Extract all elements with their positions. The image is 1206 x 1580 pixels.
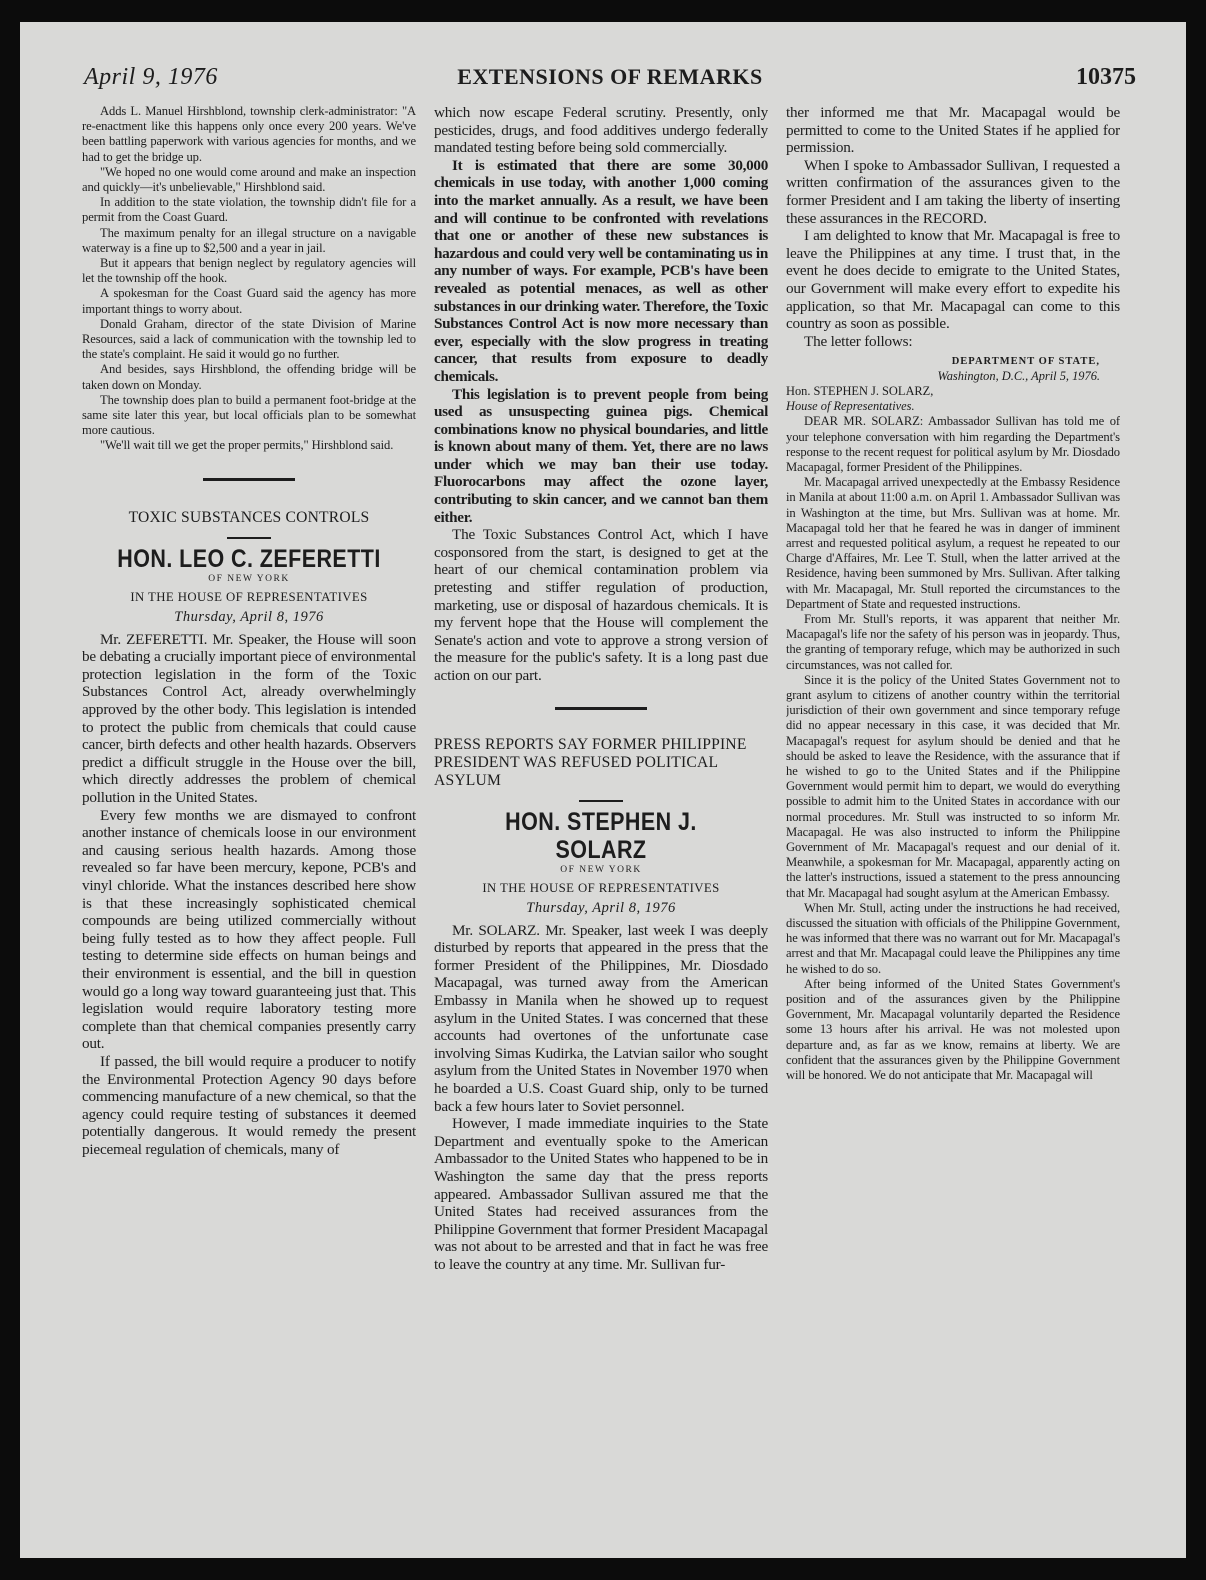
paragraph: However, I made immediate inquiries to the State Department and eventually spoke to the American Ambassador to the United States who happened to be in Washington the same day that the press reports appeared. Ambassador Sullivan assured me that the United States had received assurances from the Philippine Government that former President Macapagal was not about to be arrested and that in fact he was free to leave the country at any time. Mr. Sullivan fur- (434, 1115, 768, 1273)
speaker-state: OF NEW YORK (208, 573, 290, 584)
paragraph: From Mr. Stull's reports, it was apparent that neither Mr. Macapagal's life nor the safety of his person was in jeopardy. Thus, the granting of temporary refuge, which may be authorized in such circumstances, was not called for. (786, 611, 1120, 672)
paragraph: The maximum penalty for an illegal structure on a navigable waterway is a fine up to $2,500 and a year in jail. (82, 225, 416, 255)
paragraph: The Toxic Substances Control Act, which I have cosponsored from the start, is designed to get at the heart of our chemical contamination problem via pretesting and stiffer regulation of production, marketing, use or disposal of hazardous chemicals. It is my fervent hope that the House will complement the Senate's action and vote to approve a strong version of the measure for the public's safety. It is a long past due action on our part. (434, 526, 768, 684)
solarz-remarks-continued (786, 104, 1120, 350)
column-1 (82, 104, 416, 1514)
speaker-name: HON. LEO C. ZEFERETTI (117, 544, 381, 573)
paragraph: The letter follows: (804, 332, 913, 350)
paragraph: And besides, says Hirshblond, the offending bridge will be taken down on Monday. (82, 362, 416, 392)
solarz-remarks (434, 922, 768, 1274)
paragraph: DEAR MR. SOLARZ: Ambassador Sullivan has told me of your telephone conversation with him regarding the Department's response to the recent request for political asylum by Mr. Diosdado Macapagal, former President of the Philippines. (786, 414, 1120, 474)
paragraph: In addition to the state violation, the township didn't file for a permit from the Coast Guard. (82, 195, 416, 225)
paragraph: The township does plan to build a permanent foot-bridge at the same site later this year, but local officials plan to be somewhat more cautious. (82, 392, 416, 438)
paragraph: which now escape Federal scrutiny. Presently, only pesticides, drugs, and food additives undergo federally mandated testing before being sold commercially. (434, 104, 768, 157)
zeferetti-remarks (82, 631, 416, 1159)
column-3 (786, 104, 1120, 1514)
session-date: Thursday, April 8, 1976 (526, 899, 676, 916)
paragraph: "We hoped no one would come around and make an inspection and quickly—it's unbelievable," Hirshblond said. (82, 164, 416, 195)
paragraph: Since it is the policy of the United States Government not to grant asylum to citizens of another country within the territorial jurisdiction of their own government and since temporary refuge did no appear necessary in this case, it was decided that Mr. Macapagal's request for asylum should be denied and that he should be asked to leave the Residence, with the assurance that if he wished to go to the United States and if the Philippine Government would permit him to depart, we would do everything possible to admit him to the United States in accordance with our normal procedures. Mr. Stull was instructed to so inform Mr. Macapagal. He was also instructed to inform the Philippine Government of Mr. Macapagal's request and our denial of it. Meanwhile, a spokesman for Mr. Macapagal, apparently acting on the latter's instructions, issued a statement to the press announcing that Mr. Macapagal had sought asylum at the American Embassy. (786, 672, 1120, 900)
state-department-letter (786, 414, 1120, 1083)
letter-place-date: Washington, D.C., April 5, 1976. (937, 369, 1100, 384)
paragraph: This legislation is to prevent people from being used as unsuspecting guinea pigs. Chemical combinations know no physical boundaries, and little is known about many of them. Yet, there are no laws under which we may ban their use today. Fluorocarbons may affect the ozone layer, contributing to skin cancer, and we cannot ban them either. (434, 385, 768, 526)
speaker-state: OF NEW YORK (560, 864, 642, 875)
document-page (20, 22, 1186, 1558)
header-date: April 9, 1976 (84, 64, 218, 90)
paragraph: Adds L. Manuel Hirshblond, township clerk-administrator: "A re-enactment like this happens only once every 200 years. We've been battling paperwork with various agencies for months, and we had to get the bridge up. (82, 104, 416, 164)
page-header (84, 64, 1136, 98)
speaker-name: HON. STEPHEN J. SOLARZ (505, 807, 697, 864)
paragraph: If passed, the bill would require a producer to notify the Environmental Protection Agency 90 days before commencing manufacture of a new chemical, so that the agency could require testing of substances it deemed potentially dangerous. It would remedy the present piecemeal regulation of chemicals, many of (82, 1052, 416, 1158)
paragraph: Mr. SOLARZ. Mr. Speaker, last week I was deeply disturbed by reports that appeared in the press that the former President of the Philippines, Mr. Diosdado Macapagal, was turned away from the American Embassy in Manila when he showed up to request asylum in the United States. I was concerned that these accounts had overtones of the unfortunate case involving Simas Kudirka, the Latvian sailor who sought asylum from the United States in November 1970 when he boarded a U.S. Coast Guard ship, only to be turned back a few hours later to Soviet personnel. (434, 921, 768, 1115)
section-title: PRESS REPORTS SAY FORMER PHILIPPINE PRESIDENT WAS REFUSED POLITICAL ASYLUM (434, 735, 747, 789)
paragraph: After being informed of the United States Government's position and of the assurances given by the Philippine Government, Mr. Macapagal voluntarily departed the Residence some 13 hours after his arrival. He was not molested upon departure and, as far as we know, remains at liberty. We are confident that the assurances given by the Philippine Government will be honored. We do not anticipate that Mr. Macapagal will (786, 976, 1120, 1083)
paragraph: It is estimated that there are some 30,000 chemicals in use today, with another 1,000 coming into the market annually. As a result, we have been and will continue to be confronted with revelations that one or another of these new substances is hazardous and could very well be contaminating us in any number of ways. For example, PCB's have been revealed as potential menaces, as well as other substances in our drinking water. Therefore, the Toxic Substances Control Act is now more necessary than ever, especially with the slow progress in treating cancer, that results from exposure to deadly chemicals. (434, 156, 768, 385)
letter-department: DEPARTMENT OF STATE, (951, 356, 1100, 368)
paragraph: Every few months we are dismayed to confront another instance of chemicals loose in our environment and causing serious health hazards. Among those revealed so far have been mercury, kepone, PCB's and vinyl chloride. What the instances described here show is that these increasingly sophisticated chemical compounds are being utilized commercially without being fully tested as to how they affect people. Full testing to determine side effects on human beings and their environment is essential, and the bill in question would go a long way toward guaranteeing just that. This legislation would require laboratory testing more complete than that chemical companies presently carry out. (82, 806, 416, 1053)
letter-addressee: Hon. STEPHEN J. SOLARZ, (786, 384, 934, 399)
letter-addressee-office: House of Representatives. (786, 399, 915, 414)
chamber-label: IN THE HOUSE OF REPRESENTATIVES (130, 589, 368, 604)
chamber-label: IN THE HOUSE OF REPRESENTATIVES (482, 880, 720, 895)
bridge-article-continuation (82, 104, 416, 454)
column-2 (434, 104, 768, 1514)
paragraph: "We'll wait till we get the proper permits," Hirshblond said. (100, 438, 394, 453)
paragraph: Donald Graham, director of the state Division of Marine Resources, said a lack of communication with the township led to the state's complaint. He said it would go no further. (82, 316, 416, 362)
paragraph: Mr. Macapagal arrived unexpectedly at the Embassy Residence in Manila at about 11:00 a.m. on April 1. Ambassador Sullivan was in Washington at the time, but Mrs. Sullivan was at home. Mr. Macapagal told her that he feared he was in danger of imminent arrest and requested political asylum, a request he repeated to our Charge d'Affaires, Mr. Lee T. Stull, when the latter arrived at the Residence, having been summoned by Mrs. Sullivan. After talking with Mr. Macapagal, Mr. Stull reported the circumstances to the Department of State and requested instructions. (786, 475, 1120, 611)
paragraph: ther informed me that Mr. Macapagal would be permitted to come to the United States if he applied for permission. (786, 104, 1120, 157)
section-title: TOXIC SUBSTANCES CONTROLS (128, 508, 370, 526)
paragraph: I am delighted to know that Mr. Macapagal is free to leave the Philippines at any time. I trust that, in the event he does decide to emigrate to the United States, our Government will make every effort to expedite his application, so that Mr. Macapagal can come to this country as soon as possible. (786, 227, 1120, 333)
page-number: 10375 (1076, 64, 1136, 90)
session-date: Thursday, April 8, 1976 (174, 608, 324, 625)
paragraph: When I spoke to Ambassador Sullivan, I requested a written confirmation of the assurances given to the former President and I am taking the liberty of inserting these assurances in the RECORD. (786, 156, 1120, 227)
paragraph: Mr. ZEFERETTI. Mr. Speaker, the House will soon be debating a crucially important piece of environmental protection legislation in the form of the Toxic Substances Control Act, already overwhelmingly approved by the other body. This legislation is intended to protect the public from chemicals that could cause cancer, birth defects and other health hazards. Observers predict a difficult struggle in the House over the bill, which directly addresses the problem of chemical pollution in the United States. (82, 630, 416, 807)
header-title: EXTENSIONS OF REMARKS (457, 64, 763, 89)
zeferetti-remarks-bold (434, 157, 768, 526)
paragraph: But it appears that benign neglect by regulatory agencies will let the township off the hook. (82, 256, 416, 286)
paragraph: When Mr. Stull, acting under the instructions he had received, discussed the situation with officials of the Philippine Government, he was informed that there was no warrant out for Mr. Macapagal's arrest and that Mr. Macapagal could leave the Philippines any time he wished to do so. (786, 900, 1120, 976)
paragraph: A spokesman for the Coast Guard said the agency has more important things to worry about. (82, 286, 416, 316)
